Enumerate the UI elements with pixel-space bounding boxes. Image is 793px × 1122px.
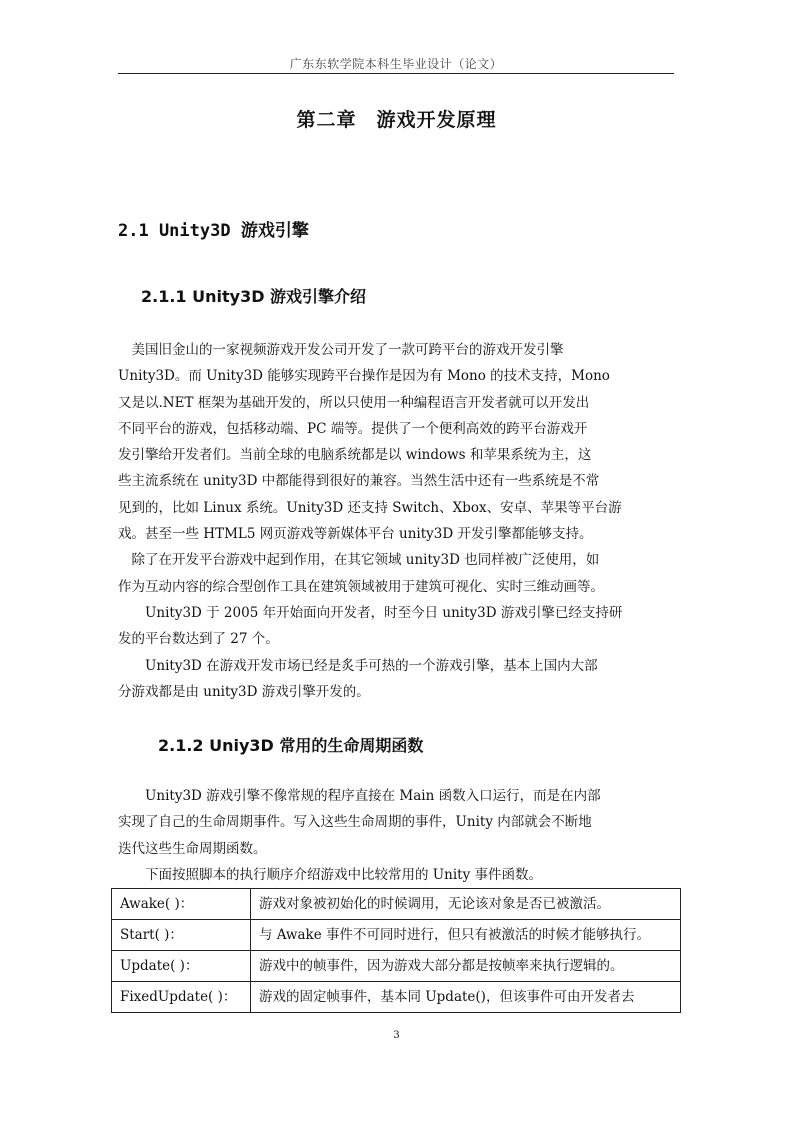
event-desc-cell: 与 Awake 事件不可同时进行，但只有被激活的时候才能够执行。 bbox=[251, 920, 681, 951]
text-line: 迭代这些生命周期函数。 bbox=[118, 840, 267, 857]
text-line: 除了在开发平台游戏中起到作用，在其它领域 unity3D 也同样被广泛使用，如 bbox=[118, 552, 600, 569]
page-number: 3 bbox=[393, 1030, 400, 1041]
table-row bbox=[112, 920, 681, 951]
text-line: Unity3D 于 2005 年开始面向开发者，时至今日 unity3D 游戏引擎已经支持研 bbox=[118, 604, 623, 621]
table-row bbox=[112, 982, 681, 1013]
text-line: 发引擎给开发者们。当前全球的电脑系统都是以 windows 和苹果系统为主，这 bbox=[118, 447, 592, 464]
running-header: 广东东软学院本科生毕业设计（论文） bbox=[289, 57, 503, 71]
section-title: 2.1 Unity3D 游戏引擎 bbox=[118, 221, 309, 241]
text-line: 不同平台的游戏，包括移动端、PC 端等。提供了一个便利高效的跨平台游戏开 bbox=[118, 420, 588, 437]
chapter-title: 第二章 游戏开发原理 bbox=[296, 109, 497, 131]
text-line: 又是以.NET 框架为基础开发的，所以只使用一种编程语言开发者就可以开发出 bbox=[118, 394, 590, 411]
lifecycle-paragraphs bbox=[118, 783, 680, 888]
event-name-cell: Awake( )： bbox=[112, 889, 251, 920]
text-line: 下面按照脚本的执行顺序介绍游戏中比较常用的 Unity 事件函数。 bbox=[118, 866, 543, 883]
event-name-cell: FixedUpdate( )： bbox=[112, 982, 251, 1013]
text-line: 作为互动内容的综合型创作工具在建筑领域被用于建筑可视化、实时三维动画等。 bbox=[118, 578, 604, 595]
text-line: 实现了自己的生命周期事件。写入这些生命周期的事件，Unity 内部就会不断地 bbox=[118, 814, 592, 831]
event-desc-cell: 游戏中的帧事件，因为游戏大部分都是按帧率来执行逻辑的。 bbox=[251, 951, 681, 982]
table-row bbox=[112, 951, 681, 982]
text-line: 发的平台数达到了 27 个。 bbox=[118, 631, 279, 648]
subsection-title-intro: 2.1.1 Unity3D 游戏引擎介绍 bbox=[141, 287, 367, 306]
table-row bbox=[112, 889, 681, 920]
text-line: 见到的，比如 Linux 系统。Unity3D 还支持 Switch、Xbox、安卓、苹果等平台游 bbox=[118, 499, 622, 516]
event-desc-cell: 游戏对象被初始化的时候调用，无论该对象是否已被激活。 bbox=[251, 889, 681, 920]
events-table bbox=[111, 888, 681, 1013]
text-line: Unity3D。而 Unity3D 能够实现跨平台操作是因为有 Mono 的技术支持，Mono bbox=[118, 368, 610, 385]
text-line: Unity3D 游戏引擎不像常规的程序直接在 Main 函数入口运行，而是在内部 bbox=[118, 788, 601, 804]
header-rule bbox=[118, 73, 674, 74]
text-line: Unity3D 在游戏开发市场已经是炙手可热的一个游戏引擎，基本上国内大部 bbox=[118, 657, 598, 674]
event-desc-cell: 游戏的固定帧事件，基本同 Update()，但该事件可由开发者去 bbox=[251, 982, 681, 1013]
text-line: 戏。甚至一些 HTML5 网页游戏等新媒体平台 unity3D 开发引擎都能够支持。 bbox=[118, 526, 593, 543]
subsection-title-lifecycle: 2.1.2 Uniy3D 常用的生命周期函数 bbox=[158, 736, 424, 755]
event-name-cell: Start( )： bbox=[112, 920, 251, 951]
intro-paragraphs bbox=[118, 337, 680, 705]
text-line: 些主流系统在 unity3D 中都能得到很好的兼容。当然生活中还有一些系统是不常 bbox=[118, 473, 600, 490]
text-line: 美国旧金山的一家视频游戏开发公司开发了一款可跨平台的游戏开发引擎 bbox=[118, 342, 564, 358]
event-name-cell: Update( )： bbox=[112, 951, 251, 982]
text-line: 分游戏都是由 unity3D 游戏引擎开发的。 bbox=[118, 683, 370, 700]
